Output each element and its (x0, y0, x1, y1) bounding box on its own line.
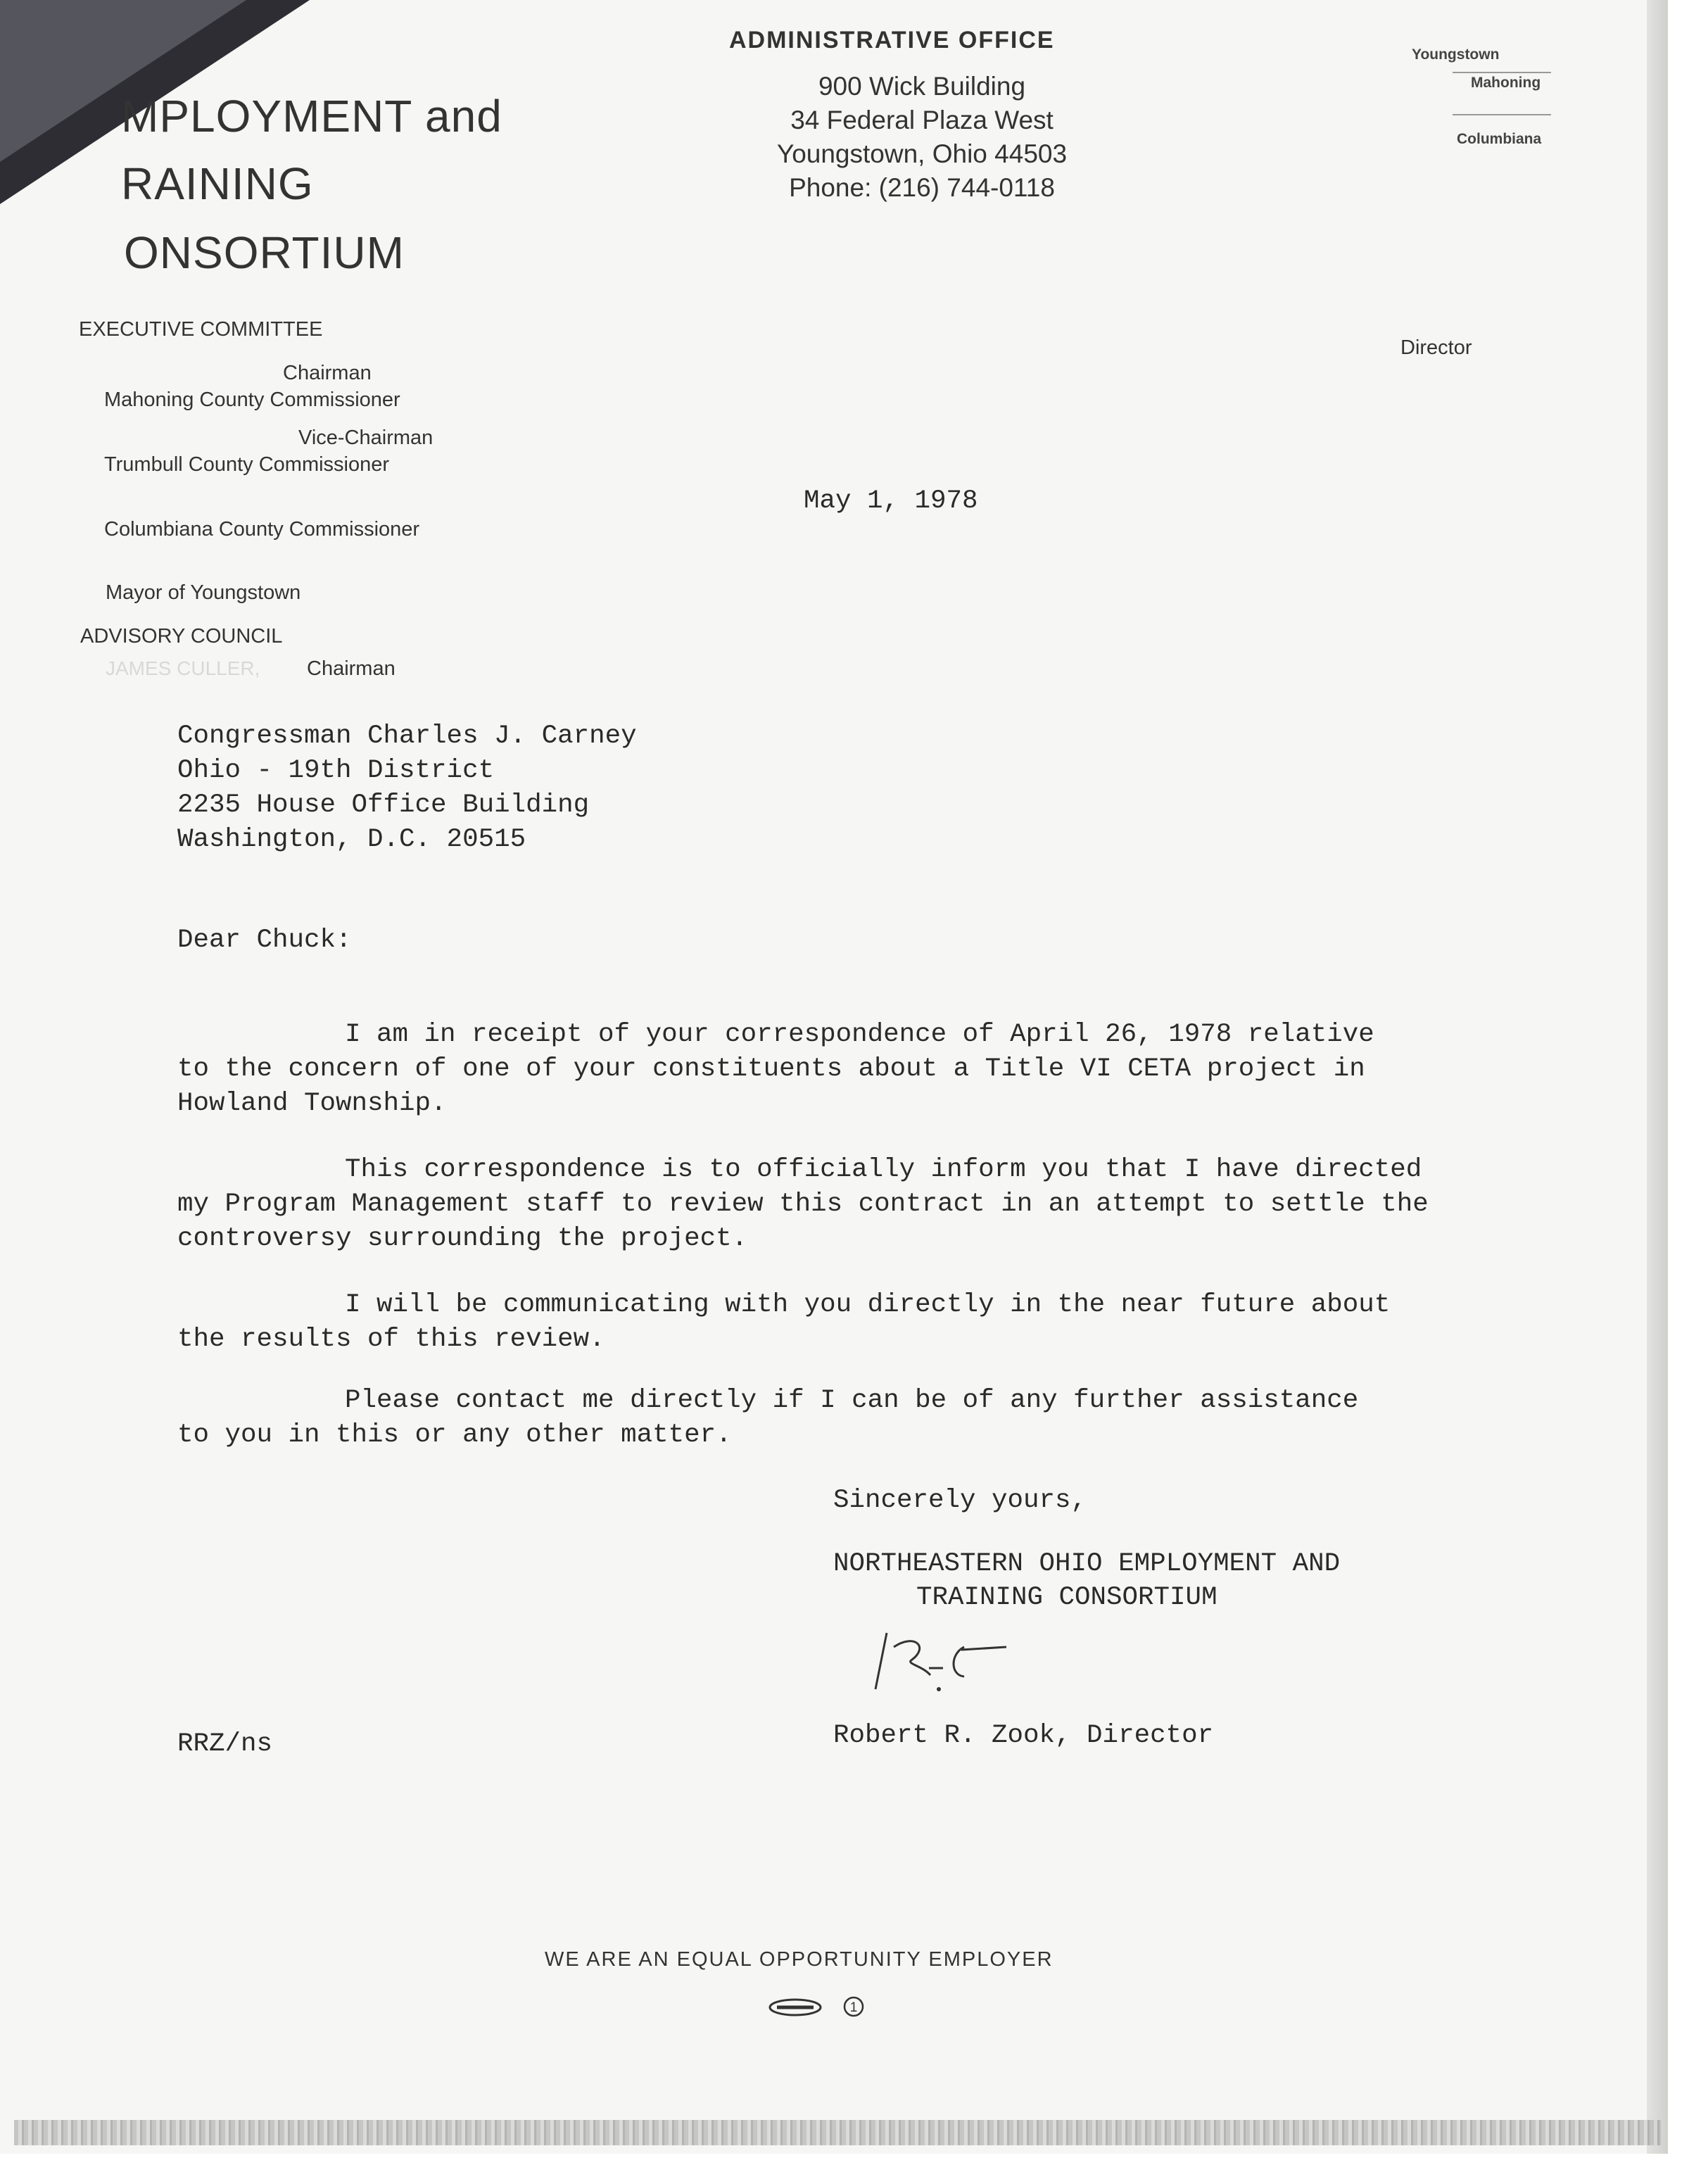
organization-line-2: TRAINING CONSORTIUM (916, 1583, 1217, 1612)
advisory-chairman-name: JAMES CULLER, (106, 657, 260, 679)
address-line-4: Phone: (216) 744-0118 (789, 173, 1055, 202)
organization-line-1: NORTHEASTERN OHIO EMPLOYMENT AND (833, 1549, 1341, 1579)
paragraph-4-line-2: to you in this or any other matter. (177, 1420, 732, 1450)
county-divider (1453, 72, 1551, 73)
address-line-2: 34 Federal Plaza West (790, 106, 1054, 134)
page-edge-right (1647, 0, 1668, 2154)
county-columbiana: Columbiana (1457, 131, 1542, 147)
signer-name: Robert R. Zook, Director (833, 1721, 1214, 1750)
paragraph-3-line-1: I will be communicating with you directly in the near future about (345, 1290, 1391, 1320)
address-line-3: Youngstown, Ohio 44503 (776, 139, 1068, 168)
signature (866, 1619, 1049, 1703)
logo-line-2: RAINING (121, 158, 314, 209)
vice-chairman-label: Vice-Chairman (298, 427, 434, 449)
county-divider (1453, 114, 1551, 115)
letter-date: May 1, 1978 (804, 486, 978, 516)
county-mahoning: Mahoning (1471, 75, 1541, 91)
union-number: 1 (849, 2000, 858, 2015)
columbiana-commissioner-role: Columbiana County Commissioner (104, 518, 420, 541)
recipient-line-1: Congressman Charles J. Carney (177, 721, 637, 751)
equal-opportunity-footer: WE ARE AN EQUAL OPPORTUNITY EMPLOYER (545, 1948, 1054, 1971)
closing: Sincerely yours, (833, 1486, 1087, 1515)
union-bug-icon (767, 1997, 844, 2017)
logo-line-1: MPLOYMENT and (121, 91, 502, 141)
union-number-circle (842, 1995, 866, 2019)
logo-line-3: ONSORTIUM (124, 227, 405, 278)
address-line-1: 900 Wick Building (818, 72, 1026, 101)
paragraph-1-line-3: Howland Township. (177, 1089, 447, 1118)
office-title: ADMINISTRATIVE OFFICE (729, 27, 1055, 53)
paragraph-3-line-2: the results of this review. (177, 1325, 605, 1354)
vice-chairman-role: Trumbull County Commissioner (104, 453, 390, 476)
recipient-line-4: Washington, D.C. 20515 (177, 825, 526, 854)
county-youngstown: Youngstown (1412, 46, 1500, 63)
director-title: Director (1400, 336, 1472, 359)
chairman-label: Chairman (283, 362, 372, 384)
paragraph-2-line-1: This correspondence is to officially inform you that I have directed (345, 1155, 1422, 1185)
typist-initials: RRZ/ns (177, 1729, 273, 1759)
paragraph-2-line-3: controversy surrounding the project. (177, 1224, 748, 1254)
chairman-role: Mahoning County Commissioner (104, 389, 400, 411)
paragraph-1-line-2: to the concern of one of your constituents about a Title VI CETA project in (177, 1054, 1365, 1084)
advisory-chairman-label: Chairman (307, 657, 396, 680)
paragraph-4-line-1: Please contact me directly if I can be of any further assistance (345, 1386, 1359, 1415)
recipient-line-2: Ohio - 19th District (177, 756, 495, 785)
page-edge-bottom (14, 2120, 1661, 2145)
executive-committee-heading: EXECUTIVE COMMITTEE (79, 318, 323, 341)
mayor-role: Mayor of Youngstown (106, 581, 301, 604)
salutation: Dear Chuck: (177, 926, 352, 955)
advisory-council-heading: ADVISORY COUNCIL (80, 625, 283, 648)
paragraph-2-line-2: my Program Management staff to review this contract in an attempt to settle the (177, 1189, 1429, 1219)
paragraph-1-line-1: I am in receipt of your correspondence of April 26, 1978 relative (345, 1020, 1374, 1049)
recipient-line-3: 2235 House Office Building (177, 790, 590, 820)
